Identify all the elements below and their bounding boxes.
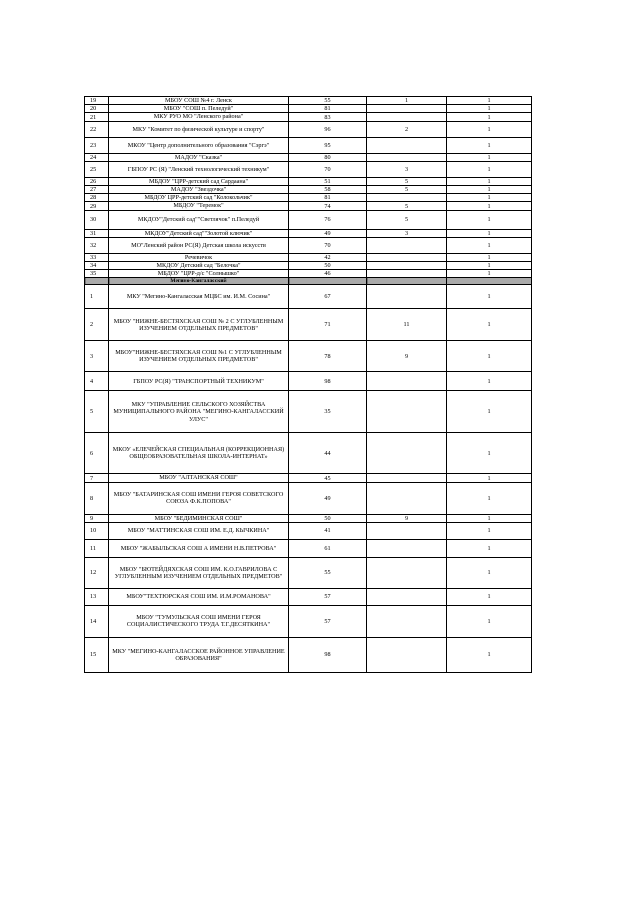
value-c: 1 <box>447 605 532 637</box>
value-a: 49 <box>289 482 367 514</box>
org-name: МКОУ «ЕЛЕЧЕЙСКАЯ СПЕЦИАЛЬНАЯ (КОРРЕКЦИОННАЯ) ОБЩЕОБРАЗОВАТЕЛЬНАЯ ШКОЛА-ИНТЕРНАТ» <box>109 433 289 474</box>
value-b: 2 <box>367 121 447 137</box>
row-number: 8 <box>85 482 109 514</box>
value-c: 1 <box>447 539 532 557</box>
value-b <box>367 270 447 278</box>
value-a: 41 <box>289 522 367 539</box>
value-a: 98 <box>289 637 367 672</box>
row-number: 2 <box>85 309 109 341</box>
value-b: 9 <box>367 341 447 372</box>
value-c: 1 <box>447 588 532 605</box>
section-row <box>85 278 532 285</box>
value-b: 1 <box>367 97 447 105</box>
org-name: МБОУ "СОШ п. Пеледуй" <box>109 105 289 113</box>
org-name: МБОУ "ТУМУЛЬСКАЯ СОШ ИМЕНИ ГЕРОЯ СОЦИАЛИСТИЧЕСКОГО ТРУДА Т.Г.ДЕСЯТКИНА" <box>109 605 289 637</box>
row-number: 23 <box>85 137 109 153</box>
value-a: 50 <box>289 514 367 522</box>
table-row <box>85 121 532 137</box>
row-number: 34 <box>85 262 109 270</box>
table-row <box>85 605 532 637</box>
org-name: МКУ РУО МО "Ленского района" <box>109 113 289 121</box>
row-number: 31 <box>85 229 109 237</box>
table-row <box>85 202 532 210</box>
table-row <box>85 177 532 185</box>
table-row <box>85 210 532 229</box>
row-number: 29 <box>85 202 109 210</box>
value-a: 55 <box>289 97 367 105</box>
row-number: 28 <box>85 194 109 202</box>
value-c: 1 <box>447 309 532 341</box>
org-name: МКДОУ"Детский сад""Светлячок" п.Пеледуй <box>109 210 289 229</box>
value-a: 81 <box>289 105 367 113</box>
value-c: 1 <box>447 372 532 391</box>
table-row <box>85 433 532 474</box>
row-number: 3 <box>85 341 109 372</box>
value-b: 9 <box>367 514 447 522</box>
value-b <box>367 588 447 605</box>
row-number: 4 <box>85 372 109 391</box>
value-c: 1 <box>447 113 532 121</box>
row-number: 30 <box>85 210 109 229</box>
org-name: Речевичок <box>109 253 289 261</box>
value-c: 1 <box>447 194 532 202</box>
table-row <box>85 194 532 202</box>
org-name: МБОУ "НИЖНЕ-БЕСТЯХСКАЯ СОШ № 2 С УГЛУБЛЕННЫМ ИЗУЧЕНИЕМ ОТДЕЛЬНЫХ ПРЕДМЕТОВ" <box>109 309 289 341</box>
table-row <box>85 341 532 372</box>
table-row <box>85 97 532 105</box>
org-name: МБОУ "МАТТИНСКАЯ СОШ ИМ. Е.Д. КЫЧКИНА" <box>109 522 289 539</box>
table-row <box>85 474 532 482</box>
org-name: МАДОУ "Сказка" <box>109 153 289 161</box>
value-b <box>367 194 447 202</box>
value-c: 1 <box>447 341 532 372</box>
table-row <box>85 237 532 253</box>
value-a: 78 <box>289 341 367 372</box>
row-number: 19 <box>85 97 109 105</box>
row-number: 26 <box>85 177 109 185</box>
section-cell <box>447 278 532 285</box>
table-row <box>85 391 532 433</box>
value-a: 57 <box>289 588 367 605</box>
value-c: 1 <box>447 433 532 474</box>
value-b: 11 <box>367 309 447 341</box>
table-row <box>85 229 532 237</box>
value-a: 80 <box>289 153 367 161</box>
value-b <box>367 433 447 474</box>
value-b <box>367 113 447 121</box>
table-row <box>85 557 532 588</box>
value-c: 1 <box>447 557 532 588</box>
value-c: 1 <box>447 522 532 539</box>
value-b <box>367 522 447 539</box>
value-c: 1 <box>447 391 532 433</box>
value-b <box>367 482 447 514</box>
org-name: МБОУ "БЕДИМИНСКАЯ СОШ" <box>109 514 289 522</box>
org-name: МБДОУ "Теремок" <box>109 202 289 210</box>
value-a: 98 <box>289 372 367 391</box>
value-b <box>367 637 447 672</box>
value-a: 95 <box>289 137 367 153</box>
row-number: 7 <box>85 474 109 482</box>
row-number: 22 <box>85 121 109 137</box>
value-b <box>367 474 447 482</box>
value-b: 5 <box>367 186 447 194</box>
row-number: 11 <box>85 539 109 557</box>
value-a: 70 <box>289 237 367 253</box>
table-row <box>85 137 532 153</box>
org-name: МКДОУ"Детский сад""Золотой ключик" <box>109 229 289 237</box>
table-row <box>85 186 532 194</box>
value-a: 70 <box>289 161 367 177</box>
value-c: 1 <box>447 229 532 237</box>
org-name: МАДОУ "Звездочка" <box>109 186 289 194</box>
value-c: 1 <box>447 202 532 210</box>
row-number: 32 <box>85 237 109 253</box>
table-row <box>85 253 532 261</box>
value-b <box>367 105 447 113</box>
table-row <box>85 637 532 672</box>
value-c: 1 <box>447 482 532 514</box>
org-name: МБДОУ ЦРР-детский сад "Колокольчик" <box>109 194 289 202</box>
value-c: 1 <box>447 285 532 309</box>
value-c: 1 <box>447 474 532 482</box>
org-name: МКОУ "Центр дополнительного образования "Сэргэ" <box>109 137 289 153</box>
value-b <box>367 137 447 153</box>
row-number: 1 <box>85 285 109 309</box>
value-a: 51 <box>289 177 367 185</box>
value-b <box>367 253 447 261</box>
org-name: МКУ "Комитет по физической культуре и спорту" <box>109 121 289 137</box>
row-number: 14 <box>85 605 109 637</box>
value-b: 3 <box>367 229 447 237</box>
row-number: 21 <box>85 113 109 121</box>
value-c: 1 <box>447 210 532 229</box>
value-c: 1 <box>447 121 532 137</box>
value-a: 57 <box>289 605 367 637</box>
org-name: МБОУ СОШ №4 г. Ленск <box>109 97 289 105</box>
table-row <box>85 262 532 270</box>
table-row <box>85 588 532 605</box>
value-c: 1 <box>447 237 532 253</box>
value-a: 45 <box>289 474 367 482</box>
value-c: 1 <box>447 153 532 161</box>
table-row <box>85 372 532 391</box>
section-cell <box>367 278 447 285</box>
org-name: МБОУ "АЛТАНСКАЯ СОШ" <box>109 474 289 482</box>
value-c: 1 <box>447 137 532 153</box>
table-row <box>85 161 532 177</box>
table-row <box>85 270 532 278</box>
value-c: 1 <box>447 161 532 177</box>
value-c: 1 <box>447 186 532 194</box>
org-name: МБОУ"ТЕХТЮРСКАЯ СОШ ИМ. И.М.РОМАНОВА" <box>109 588 289 605</box>
value-a: 71 <box>289 309 367 341</box>
table-row <box>85 105 532 113</box>
row-number: 33 <box>85 253 109 261</box>
value-a: 76 <box>289 210 367 229</box>
value-b <box>367 237 447 253</box>
section-cell <box>85 278 109 285</box>
value-b: 5 <box>367 202 447 210</box>
org-name: МБДОУ "ЦРР-д/с "Солнышко" <box>109 270 289 278</box>
row-number: 20 <box>85 105 109 113</box>
value-a: 35 <box>289 391 367 433</box>
org-name: МБОУ "БЮТЕЙДЯХСКАЯ СОШ ИМ. К.О.ГАВРИЛОВА С УГЛУБЛЕННЫМ ИЗУЧЕНИЕМ ОТДЕЛЬНЫХ ПРЕДМЕТОВ" <box>109 557 289 588</box>
value-c: 1 <box>447 262 532 270</box>
section-cell <box>289 278 367 285</box>
table-row <box>85 285 532 309</box>
org-name: МКДОУ Детский сад "Белочка" <box>109 262 289 270</box>
row-number: 6 <box>85 433 109 474</box>
value-a: 44 <box>289 433 367 474</box>
row-number: 24 <box>85 153 109 161</box>
row-number: 12 <box>85 557 109 588</box>
value-a: 50 <box>289 262 367 270</box>
value-b: 5 <box>367 177 447 185</box>
value-b <box>367 391 447 433</box>
org-name: МБОУ "ЖАБЫЛЬСКАЯ СОШ А ИМЕНИ Н.В.ПЕТРОВА" <box>109 539 289 557</box>
value-c: 1 <box>447 97 532 105</box>
value-a: 74 <box>289 202 367 210</box>
row-number: 25 <box>85 161 109 177</box>
value-a: 83 <box>289 113 367 121</box>
value-c: 1 <box>447 177 532 185</box>
table-body <box>85 97 532 673</box>
org-name: МБДОУ "ЦРР-детский сад Сардаана" <box>109 177 289 185</box>
row-number: 27 <box>85 186 109 194</box>
value-a: 61 <box>289 539 367 557</box>
org-name: МБОУ "БАТАРИНСКАЯ СОШ ИМЕНИ ГЕРОЯ СОВЕТСКОГО СОЮЗА Ф.К.ПОПОВА" <box>109 482 289 514</box>
table-row <box>85 482 532 514</box>
value-c: 1 <box>447 253 532 261</box>
table-row <box>85 514 532 522</box>
value-a: 67 <box>289 285 367 309</box>
value-a: 58 <box>289 186 367 194</box>
value-a: 49 <box>289 229 367 237</box>
value-a: 81 <box>289 194 367 202</box>
row-number: 9 <box>85 514 109 522</box>
value-b <box>367 557 447 588</box>
value-b: 5 <box>367 210 447 229</box>
value-b <box>367 262 447 270</box>
section-title: Мегино-Кангаласский <box>109 278 289 285</box>
value-c: 1 <box>447 270 532 278</box>
row-number: 10 <box>85 522 109 539</box>
row-number: 13 <box>85 588 109 605</box>
org-name: МКУ "УПРАВЛЕНИЕ СЕЛЬСКОГО ХОЗЯЙСТВА МУНИЦИПАЛЬНОГО РАЙОНА "МЕГИНО-КАНГАЛАССКИЙ УЛУС" <box>109 391 289 433</box>
table-row <box>85 113 532 121</box>
org-name: МО"Ленский район РС(Я) Детская школа искусств <box>109 237 289 253</box>
value-a: 46 <box>289 270 367 278</box>
row-number: 5 <box>85 391 109 433</box>
value-c: 1 <box>447 514 532 522</box>
value-a: 42 <box>289 253 367 261</box>
table-row <box>85 539 532 557</box>
value-b <box>367 153 447 161</box>
row-number: 35 <box>85 270 109 278</box>
value-a: 55 <box>289 557 367 588</box>
org-name: ГБПОУ РС(Я) "ТРАНСПОРТНЫЙ ТЕХНИКУМ" <box>109 372 289 391</box>
value-b <box>367 285 447 309</box>
org-name: МБОУ"НИЖНЕ-БЕСТЯХСКАЯ СОШ №1 С УГЛУБЛЕННЫМ ИЗУЧЕНИЕМ ОТДЕЛЬНЫХ ПРЕДМЕТОВ" <box>109 341 289 372</box>
value-a: 96 <box>289 121 367 137</box>
table-row <box>85 309 532 341</box>
data-table <box>84 96 532 673</box>
table-row <box>85 522 532 539</box>
value-b <box>367 539 447 557</box>
table-row <box>85 153 532 161</box>
value-b: 3 <box>367 161 447 177</box>
value-c: 1 <box>447 637 532 672</box>
org-name: МКУ "Мегино-Кангаласская МЦБС им. И.М. Сосина" <box>109 285 289 309</box>
org-name: МКУ "МЕГИНО-КАНГАЛАССКОЕ РАЙОННОЕ УПРАВЛЕНИЕ ОБРАЗОВАНИЯ" <box>109 637 289 672</box>
value-c: 1 <box>447 105 532 113</box>
row-number: 15 <box>85 637 109 672</box>
value-b <box>367 372 447 391</box>
org-name: ГБПОУ РС (Я) "Ленский технологический техникум" <box>109 161 289 177</box>
value-b <box>367 605 447 637</box>
